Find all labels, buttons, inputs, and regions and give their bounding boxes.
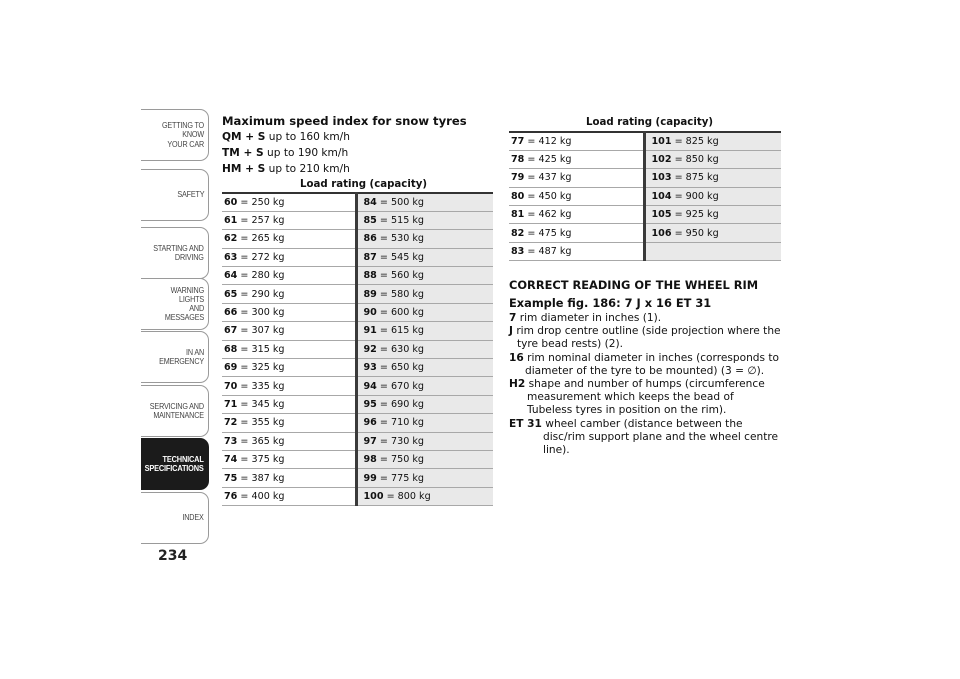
load-cell-left: [222, 377, 356, 395]
load-value: = 850 kg: [671, 154, 719, 166]
load-index: 102: [651, 154, 672, 166]
load-value: = 750 kg: [376, 454, 425, 466]
load-index: 90: [363, 307, 377, 319]
table-row: [509, 187, 781, 205]
table-row: [222, 414, 493, 432]
rim-text: shape and number of humps (circumference measurement which keeps the bead of Tubeless tyres in position on the rim).: [525, 378, 765, 417]
load-value: = 355 kg: [237, 417, 285, 429]
table-row: [509, 224, 781, 242]
table-row: [509, 242, 781, 260]
rim-code: 7: [509, 312, 517, 324]
load-value: = 500 kg: [376, 196, 425, 208]
load-cell-right: [356, 450, 493, 468]
load-index: 69: [224, 362, 238, 374]
rim-text: rim nominal diameter in inches (corresponds to diameter of the tyre to be mounted) (3 = ∅).: [523, 351, 780, 377]
load-value: = 257 kg: [237, 215, 285, 227]
speed-code: TM + S: [222, 147, 264, 159]
load-value: = 875 kg: [671, 172, 719, 184]
load-index: 71: [224, 398, 238, 410]
load-cell-right: [644, 187, 781, 205]
load-value: = 545 kg: [376, 251, 425, 263]
load-cell-right: [356, 469, 493, 487]
load-cell-right: [644, 132, 781, 150]
load-index: 86: [363, 233, 377, 245]
load-cell-left: [222, 469, 356, 487]
load-index: 78: [511, 154, 525, 166]
load-cell-right: [356, 248, 493, 266]
load-cell-left: [509, 242, 644, 260]
load-value: = 670 kg: [376, 380, 425, 392]
load-value: = 265 kg: [237, 233, 285, 245]
table-row: [222, 395, 493, 413]
load-rating-table-left: [222, 192, 493, 506]
load-index: 97: [363, 435, 377, 447]
load-index: 67: [224, 325, 238, 337]
table-row: [222, 211, 493, 229]
load-value: = 775 kg: [376, 472, 425, 484]
table-row: [222, 469, 493, 487]
load-value: = 600 kg: [376, 307, 425, 319]
speed-text: up to 160 km/h: [265, 131, 350, 143]
table-row: [222, 322, 493, 340]
load-cell-right: [356, 285, 493, 303]
load-value: = 650 kg: [376, 362, 425, 374]
load-index: 98: [363, 454, 377, 466]
load-value: = 462 kg: [524, 209, 572, 221]
load-cell-right: [644, 242, 781, 260]
load-value: = 365 kg: [237, 435, 285, 447]
load-index: 72: [224, 417, 238, 429]
load-table-title: Load rating (capacity): [586, 117, 713, 128]
load-value: = 630 kg: [376, 343, 425, 355]
load-cell-right: [644, 169, 781, 187]
load-cell-right: [356, 267, 493, 285]
load-cell-left: [222, 230, 356, 248]
rim-definition-list: [509, 312, 781, 457]
load-cell-left: [222, 450, 356, 468]
speed-code: QM + S: [222, 131, 266, 143]
table-row: [222, 340, 493, 358]
rim-item: [509, 378, 781, 418]
rim-code: J: [509, 325, 513, 338]
load-cell-right: [356, 395, 493, 413]
load-value: = 530 kg: [376, 233, 425, 245]
tab-servicing-and-maintenance[interactable]: [141, 385, 209, 437]
load-value: = 250 kg: [237, 196, 285, 208]
page-number: 234: [158, 548, 188, 564]
load-value: = 475 kg: [524, 227, 572, 239]
rim-text: rim drop centre outline (side projection where the tyre bead rests) (2).: [512, 325, 781, 351]
load-value: = 375 kg: [237, 454, 285, 466]
table-row: [509, 206, 781, 224]
snow-speed-heading: Maximum speed index for snow tyres: [222, 114, 467, 128]
load-index: 96: [363, 417, 377, 429]
load-cell-left: [222, 303, 356, 321]
speed-line-tm: [222, 147, 348, 159]
load-cell-left: [222, 340, 356, 358]
load-index: 65: [224, 288, 238, 300]
load-value: = 335 kg: [237, 380, 285, 392]
load-value: = 690 kg: [376, 398, 425, 410]
load-index: 77: [511, 135, 525, 147]
tab-safety[interactable]: [141, 169, 209, 221]
rim-code: ET 31: [509, 417, 542, 430]
load-cell-left: [222, 432, 356, 450]
tab-starting-and-driving[interactable]: [141, 227, 209, 279]
load-value: = 387 kg: [237, 472, 285, 484]
load-value: = 345 kg: [237, 398, 285, 410]
load-cell-left: [509, 224, 644, 242]
rim-text: rim diameter in inches (1).: [516, 312, 662, 324]
load-index: 79: [511, 172, 525, 184]
load-cell-right: [356, 377, 493, 395]
load-cell-left: [509, 206, 644, 224]
load-value: = 315 kg: [237, 343, 285, 355]
load-value: = 307 kg: [237, 325, 285, 337]
load-cell-right: [356, 359, 493, 377]
load-value: = 925 kg: [671, 209, 719, 221]
tab-technical-specifications[interactable]: [141, 438, 209, 490]
load-value: = 272 kg: [237, 251, 285, 263]
load-index: 101: [651, 135, 672, 147]
load-index: 106: [651, 227, 672, 239]
load-index: 60: [224, 196, 238, 208]
load-cell-left: [509, 187, 644, 205]
load-index: 85: [363, 215, 377, 227]
load-index: 63: [224, 251, 238, 263]
load-value: = 710 kg: [376, 417, 425, 429]
load-cell-right: [356, 487, 493, 505]
tab-getting-to-know-your-car[interactable]: [141, 109, 209, 161]
load-value: = 280 kg: [237, 270, 285, 282]
table-row: [222, 487, 493, 505]
load-value: = 515 kg: [376, 215, 425, 227]
load-value: = 580 kg: [376, 288, 425, 300]
table-row: [222, 377, 493, 395]
load-index: 68: [224, 343, 238, 355]
speed-text: up to 210 km/h: [265, 163, 350, 175]
load-cell-right: [644, 224, 781, 242]
load-table-title: Load rating (capacity): [300, 179, 427, 190]
load-rating-table-right: [509, 131, 781, 261]
load-cell-right: [356, 322, 493, 340]
load-value: = 825 kg: [671, 135, 719, 147]
load-value: = 400 kg: [237, 490, 285, 502]
rim-text: wheel camber (distance between the disc/rim support plane and the wheel centre line).: [541, 417, 778, 457]
load-value: = 615 kg: [376, 325, 425, 337]
load-index: 75: [224, 472, 238, 484]
load-index: 104: [651, 190, 672, 202]
tab-label: SAFETY: [177, 189, 204, 200]
load-value: = 425 kg: [524, 154, 572, 166]
rim-code: 16: [509, 351, 524, 364]
rim-item: [509, 418, 781, 458]
load-value: = 300 kg: [237, 307, 285, 319]
rim-heading: CORRECT READING OF THE WHEEL RIM: [509, 278, 759, 292]
load-index: 83: [511, 246, 525, 258]
load-value: = 800 kg: [383, 490, 431, 502]
table-row: [509, 169, 781, 187]
tab-label: WARNING LIGHTS AND MESSAGES: [164, 284, 204, 323]
tab-label: INDEX: [182, 512, 204, 523]
load-value: = 412 kg: [524, 135, 572, 147]
table-row: [509, 150, 781, 168]
load-index: 82: [511, 227, 525, 239]
load-index: 89: [363, 288, 377, 300]
load-cell-left: [222, 487, 356, 505]
load-cell-left: [222, 285, 356, 303]
load-cell-right: [644, 150, 781, 168]
load-index: 80: [511, 190, 525, 202]
table-row: [222, 432, 493, 450]
tab-label: STARTING AND DRIVING: [153, 242, 204, 262]
load-index: 62: [224, 233, 238, 245]
load-cell-left: [509, 150, 644, 168]
load-index: 70: [224, 380, 238, 392]
load-cell-right: [356, 414, 493, 432]
tab-warning-lights[interactable]: [141, 278, 209, 330]
load-cell-left: [222, 359, 356, 377]
load-cell-left: [222, 322, 356, 340]
table-row: [222, 267, 493, 285]
load-value: = 290 kg: [237, 288, 285, 300]
tab-label: IN AN EMERGENCY: [159, 346, 204, 366]
load-cell-right: [356, 211, 493, 229]
table-row: [222, 285, 493, 303]
load-index: 95: [363, 398, 377, 410]
load-value: = 900 kg: [671, 190, 719, 202]
load-cell-right: [356, 193, 493, 211]
load-cell-left: [222, 414, 356, 432]
load-index: 92: [363, 343, 377, 355]
tab-label: GETTING TO KNOW YOUR CAR: [161, 120, 204, 149]
load-index: 91: [363, 325, 377, 337]
load-index: 73: [224, 435, 238, 447]
load-cell-right: [356, 340, 493, 358]
load-cell-left: [509, 169, 644, 187]
load-index: 94: [363, 380, 377, 392]
load-cell-left: [509, 132, 644, 150]
load-cell-left: [222, 267, 356, 285]
table-row: [222, 193, 493, 211]
load-index: 87: [363, 251, 377, 263]
tab-label: TECHNICAL SPECIFICATIONS: [144, 453, 204, 473]
rim-item: [509, 325, 781, 351]
tab-in-an-emergency[interactable]: [141, 331, 209, 383]
table-row: [222, 303, 493, 321]
speed-line-qm: [222, 131, 350, 143]
speed-text: up to 190 km/h: [263, 147, 349, 159]
load-index: 100: [363, 490, 384, 502]
rim-example: Example fig. 186: 7 J x 16 ET 31: [509, 296, 712, 310]
load-value: = 730 kg: [376, 435, 425, 447]
rim-item: [509, 352, 781, 378]
load-value: = 487 kg: [524, 246, 572, 258]
table-row: [222, 248, 493, 266]
load-cell-right: [356, 432, 493, 450]
load-index: 93: [363, 362, 377, 374]
load-index: 64: [224, 270, 238, 282]
speed-line-hm: [222, 163, 350, 175]
load-value: = 325 kg: [237, 362, 285, 374]
load-index: 84: [363, 196, 377, 208]
load-value: = 437 kg: [524, 172, 572, 184]
rim-code: H2: [509, 378, 526, 391]
load-cell-right: [644, 206, 781, 224]
tab-label: SERVICING AND MAINTENANCE: [149, 400, 204, 420]
load-cell-left: [222, 211, 356, 229]
load-index: 103: [651, 172, 672, 184]
load-cell-right: [356, 230, 493, 248]
load-cell-left: [222, 395, 356, 413]
load-cell-right: [356, 303, 493, 321]
load-value: = 450 kg: [524, 190, 572, 202]
rim-item: [509, 312, 781, 325]
load-index: 99: [363, 472, 377, 484]
table-row: [222, 230, 493, 248]
load-value: = 560 kg: [376, 270, 425, 282]
table-row: [222, 450, 493, 468]
load-index: 105: [651, 209, 672, 221]
load-index: 66: [224, 307, 238, 319]
load-index: 61: [224, 215, 238, 227]
speed-code: HM + S: [222, 163, 266, 175]
tab-index[interactable]: [141, 492, 209, 544]
load-index: 74: [224, 454, 238, 466]
load-index: 76: [224, 490, 238, 502]
load-cell-left: [222, 248, 356, 266]
load-cell-left: [222, 193, 356, 211]
table-row: [222, 359, 493, 377]
table-row: [509, 132, 781, 150]
load-index: 81: [511, 209, 525, 221]
load-value: = 950 kg: [671, 227, 719, 239]
load-index: 88: [363, 270, 377, 282]
